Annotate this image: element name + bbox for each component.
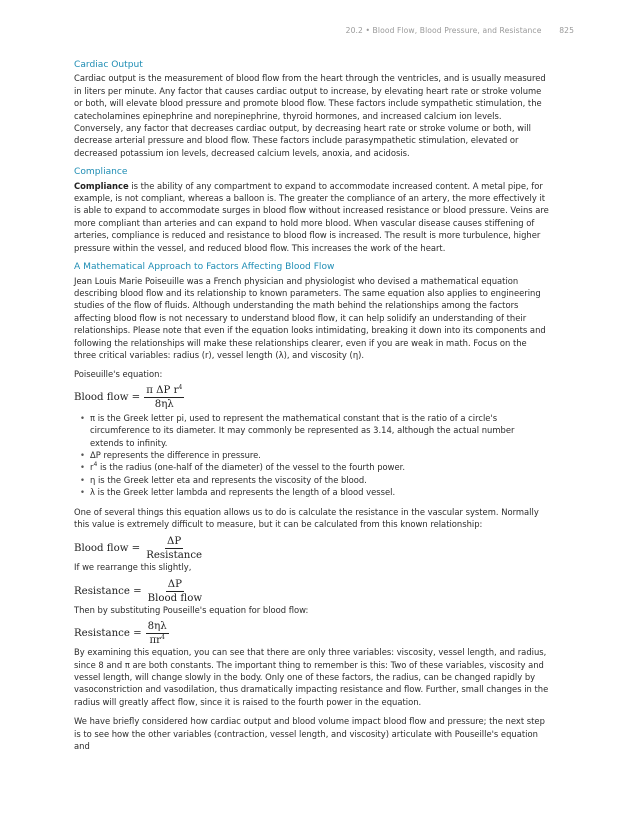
eq-numerator [144,385,184,398]
eq-lhs: Blood flow = [74,391,141,403]
eq-fraction [146,579,204,604]
list-item-text: ΔP represents the difference in pressure. [90,449,261,460]
heading-mathematical-approach: A Mathematical Approach to Factors Affecting Blood Flow [74,262,335,273]
page-body [74,59,550,752]
heading-compliance: Compliance [74,167,128,178]
paragraph-compliance [74,180,550,254]
paragraph-poiseuille-intro: Jean Louis Marie Poiseuille was a French physician and physiologist who devised a mathematical equation describing blood flow and its relationship to known parameters. The same equation also applies to engineering studies of the flow of fluids. Although understanding the math behind the relationships among the factors affecting blood flow is not necessary to understand blood flow, it can help solidify an understanding of their relationships. Please note that even if the equation looks intimidating, breaking it down into its components and following the relationships will make these relationships clearer, even if you are weak in math. Focus on the three critical variables: radius (r), vessel length (λ), and viscosity (η). [74,275,546,360]
paragraph-cardiac-output: Cardiac output is the measurement of blood flow from the heart through the ventricles, and is usually measured in liters per minute. Any factor that causes cardiac output to increase, by elevating heart rate or stroke volume or both, will elevate blood pressure and promote blood flow. These factors include sympathetic stimulation, the catecholamines epinephrine and norepinephrine, thyroid hormones, and increased calcium ion levels. Conversely, any factor that decreases cardiac output, by decreasing heart rate or stroke volume or both, will decrease arterial pressure and blood flow. These factors include parasympathetic stimulation, elevated or decreased potassium ion levels, decreased calcium levels, anoxia, and acidosis. [74,73,546,158]
eq-denominator: 8ηλ [154,398,174,410]
eq-lhs: Blood flow = [74,543,141,555]
page-number: 825 [559,26,574,35]
eq-denominator-exponent: 4 [161,634,165,642]
running-header [0,26,574,35]
list-item [74,461,550,473]
list-item-text: λ is the Greek letter lambda and represents the length of a blood vessel. [90,487,396,498]
eq-numerator-text: π ΔP r [146,384,179,396]
eq-fraction [144,385,184,410]
eq-denominator: Resistance [146,550,203,562]
eq-numerator: ΔP [167,578,182,590]
eq-numerator: ΔP [167,536,182,548]
eq-numerator: 8ηλ [147,621,167,633]
eq-denominator-text: πr [149,635,162,647]
eq-lhs: Resistance = [74,585,142,597]
list-item-text: r [90,462,94,473]
rearrange-text: If we rearrange this slightly, [74,562,192,573]
eq-numerator-exponent: 4 [178,383,183,391]
eq-fraction [144,536,204,561]
paragraph-next-step: We have briefly considered how cardiac output and blood volume impact blood flow and pressure; the next step is to see how the other variables (contraction, vessel length, and viscosity) articulate with Pouseille's equation and [74,716,545,752]
eq-denominator [147,634,166,646]
heading-cardiac-output: Cardiac Output [74,60,143,70]
list-item-text: π is the Greek letter pi, used to represent the mathematical constant that is the ratio of a circle's circumference to its diameter. It may commonly be represented as 3.14, although the actual number extends to infinity. [90,412,515,448]
substitute-text: Then by substituting Pouseille's equation for blood flow: [74,604,309,615]
list-item [74,486,550,498]
equation-flow-resistance [74,536,550,561]
eq-denominator: Blood flow [147,592,203,604]
poiseuille-label: Poiseuille's equation: [74,369,163,380]
paragraph-resistance-intro: One of several things this equation allows us to do is calculate the resistance in the vascular system. Normally this value is extremely difficult to measure, but it can be calculated from this known relationship: [74,506,539,529]
list-item [74,412,550,449]
list-item-exponent: 4 [93,461,98,469]
list-item-text: η is the Greek letter eta and represents the viscosity of the blood. [90,474,367,485]
section-title: 20.2 • Blood Flow, Blood Pressure, and Resistance [345,26,542,35]
paragraph-variables: By examining this equation, you can see that there are only three variables: viscosity, vessel length, and radius, since 8 and π are both constants. The important thing to remember is this: Two of these variables, viscosity and vessel length, will change slowly in the body. Only one of these factors, the radius, can be changed rapidly by vasoconstriction and vasodilation, thus dramatically impacting resistance and flow. Further, small changes in the radius will greatly affect flow, since it is raised to the fourth power in the equation. [74,647,549,707]
list-item-text: is the radius (one-half of the diameter) of the vessel to the fourth power. [97,462,405,473]
term-compliance: Compliance [74,180,129,191]
list-item [74,474,550,486]
equation-resistance [74,579,550,604]
equation-resistance-poiseuille [74,621,550,646]
list-item [74,449,550,461]
variable-list [74,412,550,499]
equation-poiseuille [74,385,550,410]
eq-fraction [146,621,169,646]
eq-lhs: Resistance = [74,628,142,640]
compliance-text: is the ability of any compartment to expand to accommodate increased content. A metal pipe, for example, is not compliant, whereas a balloon is. The greater the compliance of an artery, the more effectively it is able to expand to accommodate surges in blood flow without increased resistance or blood pressure. Veins are more compliant than arteries and can expand to hold more blood. When vascular disease causes stiffening of arteries, compliance is reduced and resistance to blood flow is increased. The result is more turbulence, higher pressure within the vessel, and reduced blood flow. This increases the work of the heart. [74,180,549,253]
